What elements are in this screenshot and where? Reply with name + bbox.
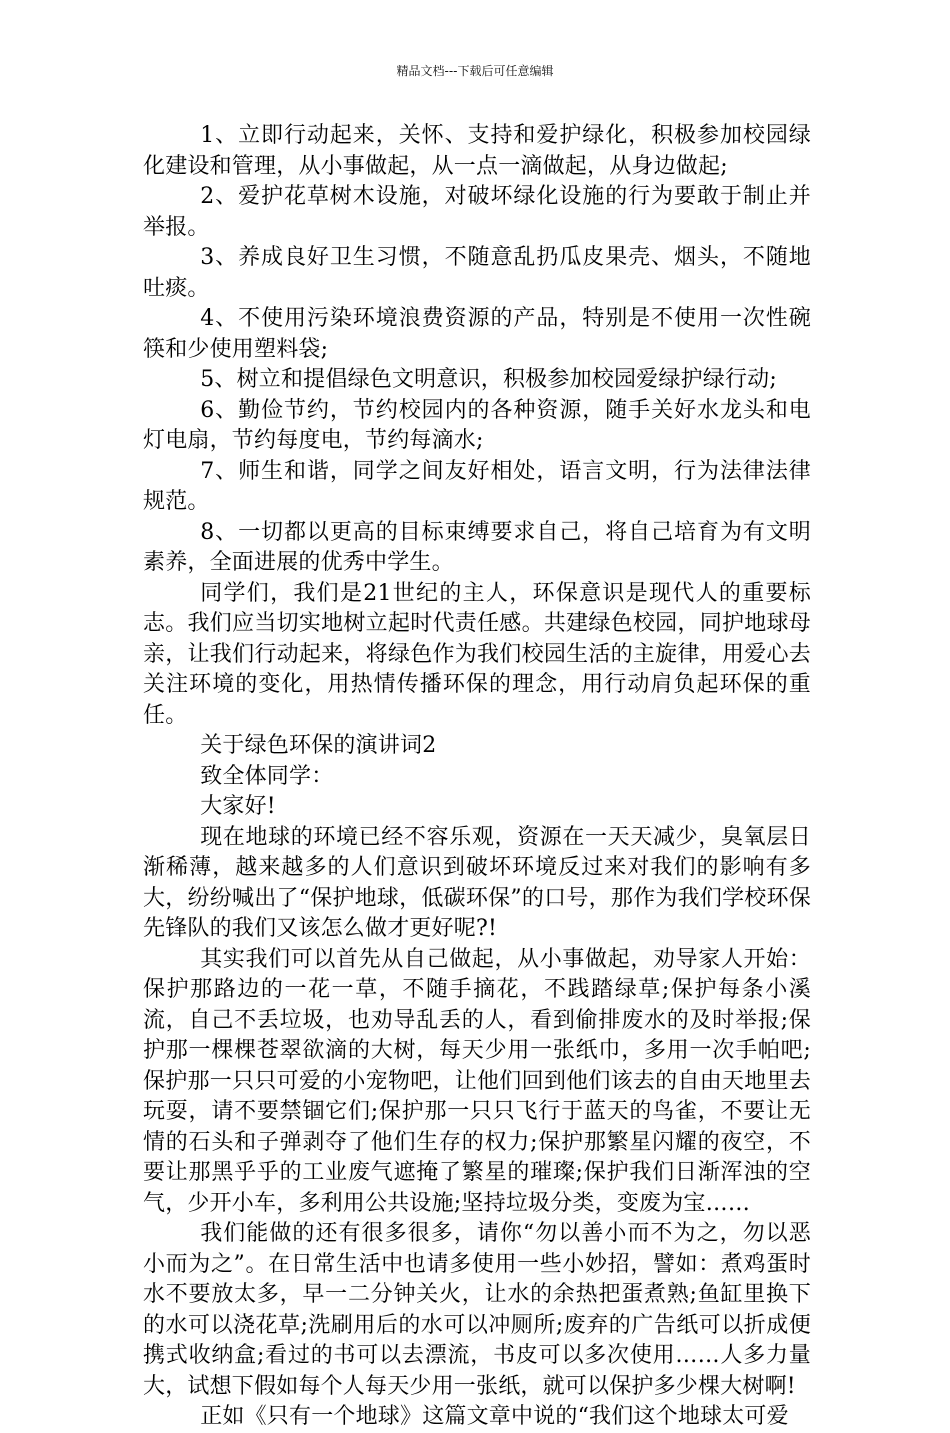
paragraph-intro: 现在地球的环境已经不容乐观，资源在一天天减少，臭氧层日渐稀薄，越来越多的人们意识到破坏环境反过来对我们的影响有多大，纷纷喊出了“保护地球，低碳环保”的口号，那作为我们学校环保先锋队的我们又该怎么做才更好呢?!	[143, 824, 811, 941]
paragraph-closing-appeal: 同学们，我们是21世纪的主人，环保意识是现代人的重要标志。我们应当切实地树立起时代责任感。共建绿色校园，同护地球母亲，让我们行动起来，将绿色作为我们校园生活的主旋律，用爱心去关注环境的变化，用热情传播环保的理念，用行动肩负起环保的重任。	[143, 580, 811, 728]
paragraph-item-4: 4、不使用污染环境浪费资源的产品，特别是不使用一次性碗筷和少使用塑料袋;	[143, 306, 811, 362]
paragraph-item-7: 7、师生和谐，同学之间友好相处，语言文明，行为法律法律规范。	[143, 458, 811, 514]
paragraph-tips: 我们能做的还有很多很多，请你“勿以善小而不为之，勿以恶小而为之”。在日常生活中也请多使用一些小妙招，譬如：煮鸡蛋时水不要放太多，早一二分钟关火，让水的余热把蛋煮熟;鱼缸里换下的水可以浇花草;洗刷用后的水可以冲厕所;废弃的广告纸可以折成便携式收纳盒;看过的书可以去漂流，书皮可以多次使用……人多力量大，试想下假如每个人每天少用一张纸，就可以保护多少棵大树啊!	[143, 1221, 811, 1399]
paragraph-item-3: 3、养成良好卫生习惯，不随意乱扔瓜皮果壳、烟头，不随地吐痰。	[143, 245, 811, 301]
page-header: 精品文档---下载后可任意编辑	[396, 64, 554, 78]
paragraph-item-8: 8、一切都以更高的目标束缚要求自己，将自己培育为有文明素养，全面进展的优秀中学生。	[143, 519, 811, 575]
paragraph-item-2: 2、爱护花草树木设施，对破坏绿化设施的行为要敢于制止并举报。	[143, 184, 811, 240]
speech-title-2: 关于绿色环保的演讲词2	[200, 733, 437, 758]
paragraph-item-5: 5、树立和提倡绿色文明意识，积极参加校园爱绿护绿行动;	[200, 367, 777, 392]
document-body	[143, 121, 811, 1433]
paragraph-quote: 正如《只有一个地球》这篇文章中说的“我们这个地球太可爱	[200, 1404, 789, 1429]
paragraph-protect: 其实我们可以首先从自己做起，从小事做起，劝导家人开始：保护那路边的一花一草，不随手摘花，不践踏绿草;保护每条小溪流，自己不丢垃圾，也劝导乱丢的人，看到偷排废水的及时举报;保护那一棵棵苍翠欲滴的大树，每天少用一张纸巾，多用一次手帕吧;保护那一只只可爱的小宠物吧，让他们回到他们该去的自由天地里去玩耍，请不要禁锢它们;保护那一只只飞行于蓝天的鸟雀，不要让无情的石头和子弹剥夺了他们生存的权力;保护那繁星闪耀的夜空，不要让那黑乎乎的工业废气遮掩了繁星的璀璨;保护我们日渐浑浊的空气，少开小车，多利用公共设施;坚持垃圾分类，变废为宝……	[143, 946, 811, 1216]
paragraph-item-6: 6、勤俭节约，节约校园内的各种资源，随手关好水龙头和电灯电扇，节约每度电，节约每滴水;	[143, 397, 811, 453]
paragraph-item-1: 1、立即行动起来，关怀、支持和爱护绿化，积极参加校园绿化建设和管理，从小事做起，从一点一滴做起，从身边做起;	[143, 123, 811, 179]
salutation: 致全体同学：	[200, 763, 334, 789]
greeting: 大家好!	[200, 794, 276, 819]
